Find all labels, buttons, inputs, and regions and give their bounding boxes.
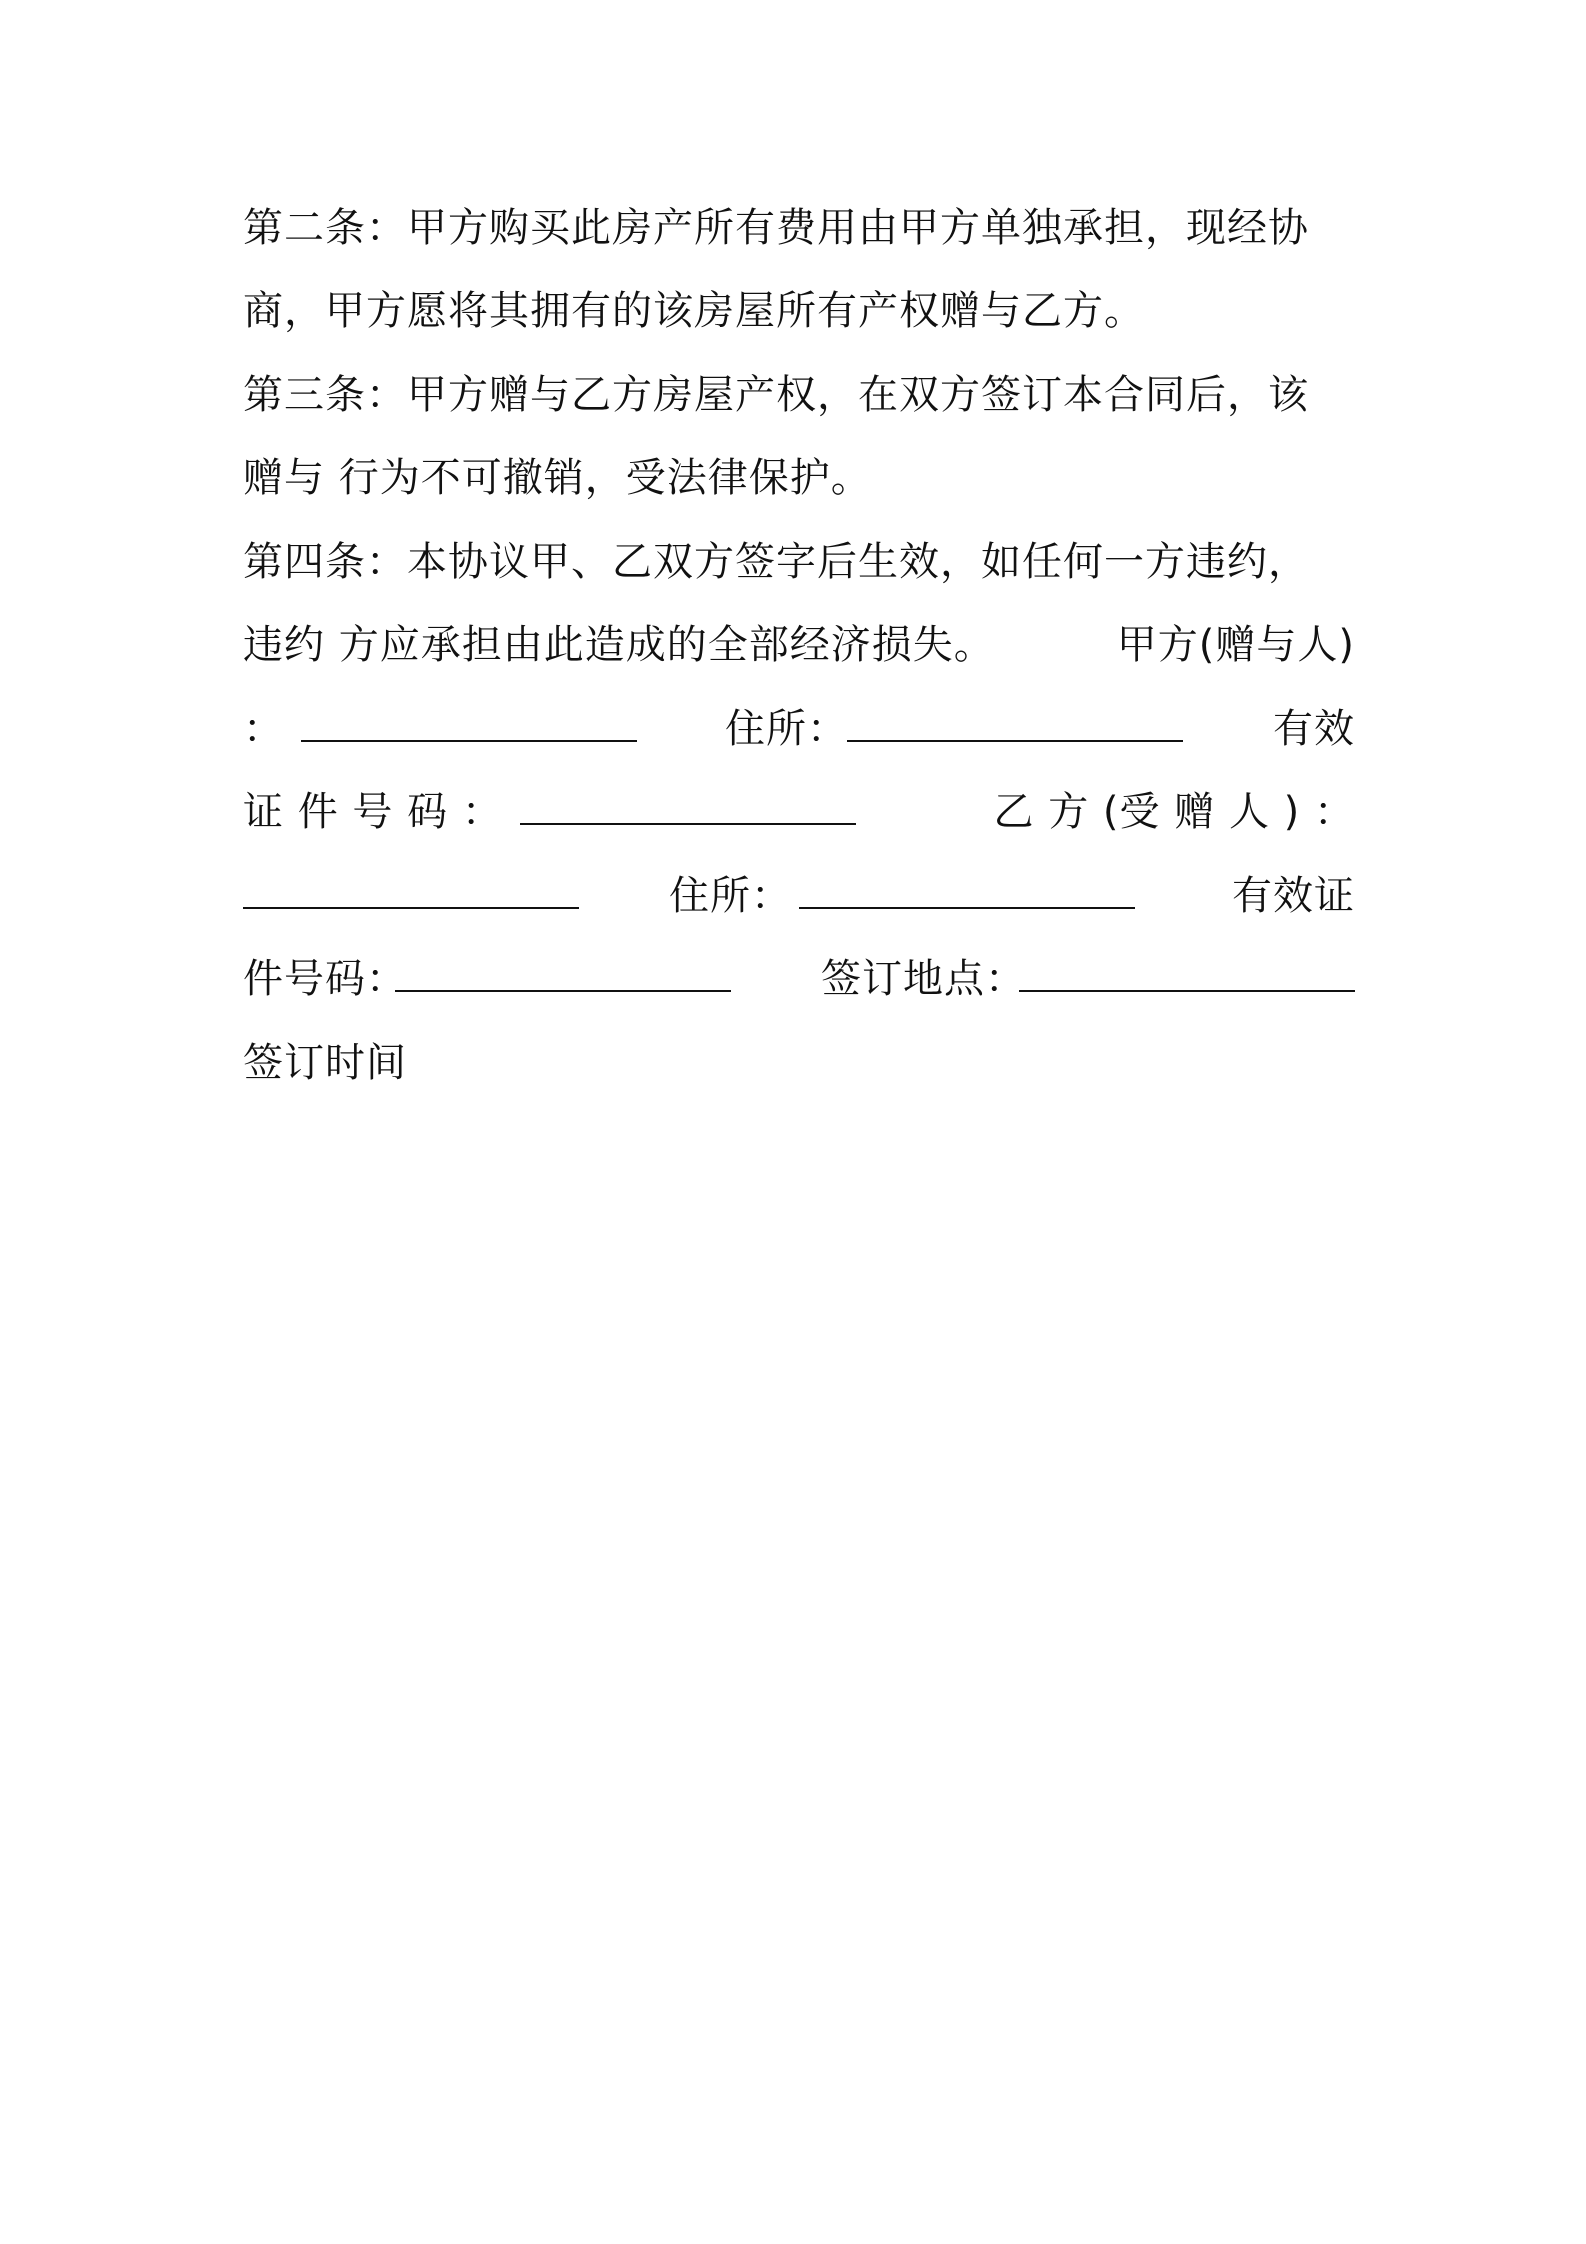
article-2-line-1: 第二条：甲方购买此房产所有费用由甲方单独承担，现经协 <box>243 205 1309 251</box>
article-4-line-2: 违约 方应承担由此造成的全部经济损失。 <box>243 622 995 668</box>
party-b-valid-id-label-part2: 件号码： <box>243 956 407 1002</box>
party-a-residence-label: 住所： <box>725 706 848 752</box>
article-2-line-2: 商，甲方愿将其拥有的该房屋所有产权赠与乙方。 <box>243 288 1145 334</box>
article-3-line-1: 第三条：甲方赠与乙方房屋产权，在双方签订本合同后，该 <box>243 372 1309 418</box>
party-a-name-blank[interactable] <box>301 699 637 759</box>
party-a-valid-id-label-part1: 有效 <box>1273 706 1355 752</box>
party-a-colon: ： <box>243 706 284 752</box>
party-a-label: 甲方(赠与人) <box>1116 622 1355 668</box>
party-b-id-row <box>243 949 1355 1009</box>
party-a-id-row <box>243 782 1355 842</box>
party-b-label: 乙 方 (受 赠 人 ) ： <box>993 789 1355 835</box>
party-a-valid-id-label-part2: 证 件 号 码 ： <box>243 789 503 835</box>
signing-time-label: 签订时间 <box>243 1040 407 1086</box>
party-b-id-blank[interactable] <box>395 949 731 1009</box>
party-b-fields-row <box>243 866 1355 926</box>
signing-place-label: 签订地点： <box>821 956 1026 1002</box>
article-4-line-1: 第四条：本协议甲、乙双方签字后生效，如任何一方违约， <box>243 539 1309 585</box>
signing-place-blank[interactable] <box>1019 949 1355 1009</box>
party-b-name-blank[interactable] <box>243 866 579 926</box>
article-3-line-2: 赠与 行为不可撤销，受法律保护。 <box>243 455 872 501</box>
party-a-residence-blank[interactable] <box>847 699 1183 759</box>
party-b-valid-id-label-part1: 有效证 <box>1232 873 1355 919</box>
party-b-residence-label: 住所： <box>669 873 792 919</box>
article-4-line-2-row <box>243 615 1355 675</box>
party-a-id-blank[interactable] <box>520 782 856 842</box>
party-b-residence-blank[interactable] <box>799 866 1135 926</box>
party-a-fields-row <box>243 699 1355 759</box>
